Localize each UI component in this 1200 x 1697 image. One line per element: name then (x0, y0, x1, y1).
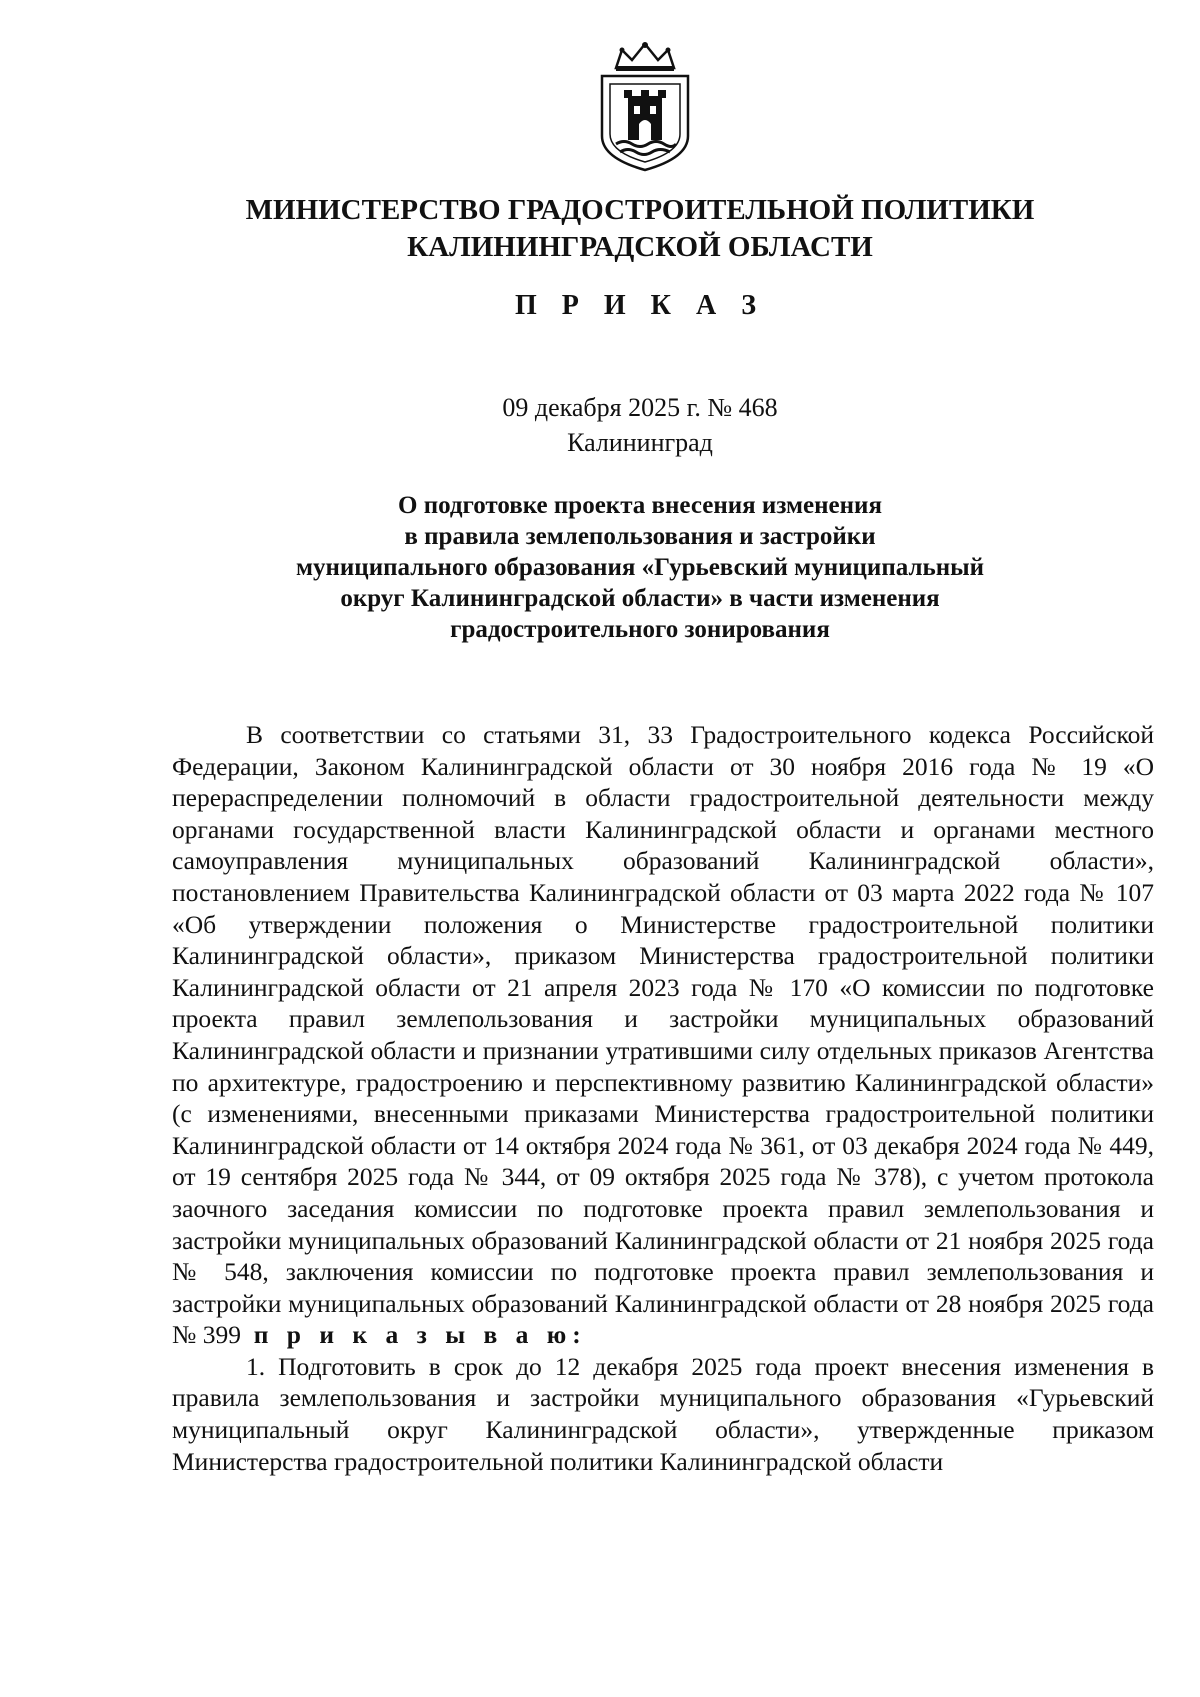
preamble-paragraph (172, 719, 1154, 1351)
subject-line-2: в правила землепользования и застройки (404, 523, 876, 550)
coat-of-arms-icon (594, 40, 696, 172)
preamble-text: В соответствии со статьями 31, 33 Градостроительного кодекса Российской Федерации, Законом Калининградской области от 30 ноября 2016 года № 19 «О перераспределении полномочий в области градостроительной деятельности между органами государственной власти Калининградской области и органами местного самоуправления муниципальных образований Калининградской области», постановлением Правительства Калининградской области от 03 марта 2022 года № 107 «Об утверждении положения о Министерстве градостроительной политики Калининградской области», приказом Министерства градостроительной политики Калининградской области от 21 апреля 2023 года № 170 «О комиссии по подготовке проекта правил землепользования и застройки муниципальных образований Калининградской области и признании утратившими силу отдельных приказов Агентства по архитектуре, градостроению и перспективному развитию Калининградской области» (с изменениями, внесенными приказами Министерства градостроительной политики Калининградской области от 14 октября 2024 года № 361, от 03 декабря 2024 года № 449, от 19 сентября 2025 года № 344, от 09 октября 2025 года № 378), с учетом протокола заочного заседания комиссии по подготовке проекта правил землепользования и застройки муниципальных образований Калининградской области от 21 ноября 2025 года № 548, заключения комиссии по подготовке проекта правил землепользования и застройки муниципальных образований Калининградской области от 28 ноября 2025 года № 399 (172, 720, 1154, 1350)
order-date-number: 09 декабря 2025 г. № 468 (502, 393, 778, 422)
order-city: Калининград (567, 428, 713, 457)
subject-line-5: градостроительного зонирования (450, 616, 830, 643)
order-subject (160, 490, 1120, 645)
document-type-title: П Р И К А З (515, 290, 765, 321)
ministry-name-line1: МИНИСТЕРСТВО ГРАДОСТРОИТЕЛЬНОЙ ПОЛИТИКИ (245, 194, 1035, 226)
ministry-name-line2: КАЛИНИНГРАДСКОЙ ОБЛАСТИ (407, 231, 873, 263)
ministry-name (160, 192, 1120, 266)
order-directive-word: п р и к а з ы в а ю: (253, 1320, 587, 1350)
date-and-place (160, 390, 1120, 460)
subject-line-3: муниципального образования «Гурьевский муниципальный (295, 554, 985, 581)
subject-line-1: О подготовке проекта внесения изменения (398, 492, 882, 519)
item-1-paragraph: 1. Подготовить в срок до 12 декабря 2025 года проект внесения изменения в правила землепользования и застройки муниципального образования «Гурьевский муниципальный округ Калининградской области», утвержденные приказом Министерства градостроительной политики Калининградской области (172, 1351, 1154, 1476)
subject-line-4: округ Калининградской области» в части изменения (340, 585, 940, 612)
order-body (172, 719, 1154, 1477)
